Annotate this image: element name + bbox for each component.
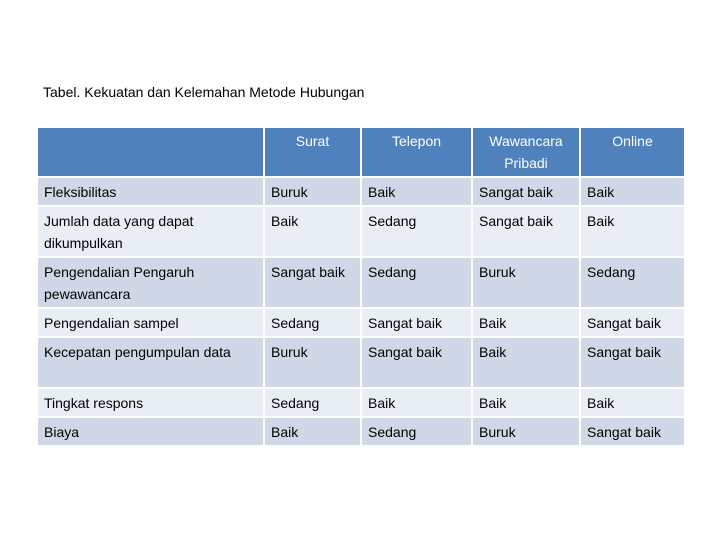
table-cell: Baik	[264, 417, 361, 446]
row-label: Biaya	[37, 417, 264, 446]
table-cell: Sangat baik	[580, 308, 685, 337]
header-cell-surat: Surat	[264, 127, 361, 177]
table-row	[37, 388, 685, 417]
table-cell: Sangat baik	[361, 308, 472, 337]
header-cell-criteria	[37, 127, 264, 177]
table-caption: Tabel. Kekuatan dan Kelemahan Metode Hubungan	[43, 84, 365, 100]
table-header-row	[37, 127, 685, 177]
table-row	[37, 206, 685, 257]
header-cell-wawancara-pribadi: Wawancara Pribadi	[472, 127, 580, 177]
table-cell: Baik	[361, 388, 472, 417]
table-cell: Baik	[472, 337, 580, 388]
table-cell: Sangat baik	[361, 337, 472, 388]
row-label: Pengendalian Pengaruh pewawancara	[37, 257, 264, 308]
table-row	[37, 308, 685, 337]
header-cell-telepon: Telepon	[361, 127, 472, 177]
table-cell: Sangat baik	[580, 417, 685, 446]
table-row	[37, 337, 685, 388]
table-row	[37, 257, 685, 308]
table-row	[37, 177, 685, 206]
table-cell: Sangat baik	[472, 206, 580, 257]
table-row	[37, 417, 685, 446]
table-cell: Baik	[264, 206, 361, 257]
table-cell: Sedang	[361, 417, 472, 446]
header-cell-online: Online	[580, 127, 685, 177]
table-cell: Buruk	[472, 417, 580, 446]
row-label: Tingkat respons	[37, 388, 264, 417]
table-cell: Buruk	[264, 337, 361, 388]
table-cell: Sangat baik	[580, 337, 685, 388]
table-cell: Sangat baik	[472, 177, 580, 206]
table-cell: Sedang	[580, 257, 685, 308]
table-cell: Sangat baik	[264, 257, 361, 308]
table-cell: Sedang	[264, 388, 361, 417]
table-cell: Baik	[472, 308, 580, 337]
table-cell: Sedang	[361, 206, 472, 257]
table-cell: Baik	[361, 177, 472, 206]
row-label: Kecepatan pengumpulan data	[37, 337, 264, 388]
row-label: Pengendalian sampel	[37, 308, 264, 337]
row-label: Fleksibilitas	[37, 177, 264, 206]
comparison-table	[36, 126, 686, 447]
table-cell: Baik	[580, 177, 685, 206]
table-cell: Baik	[580, 206, 685, 257]
table-cell: Sedang	[361, 257, 472, 308]
table-cell: Sedang	[264, 308, 361, 337]
table-cell: Buruk	[472, 257, 580, 308]
table-cell: Baik	[472, 388, 580, 417]
table-cell: Baik	[580, 388, 685, 417]
table-cell: Buruk	[264, 177, 361, 206]
row-label: Jumlah data yang dapat dikumpulkan	[37, 206, 264, 257]
